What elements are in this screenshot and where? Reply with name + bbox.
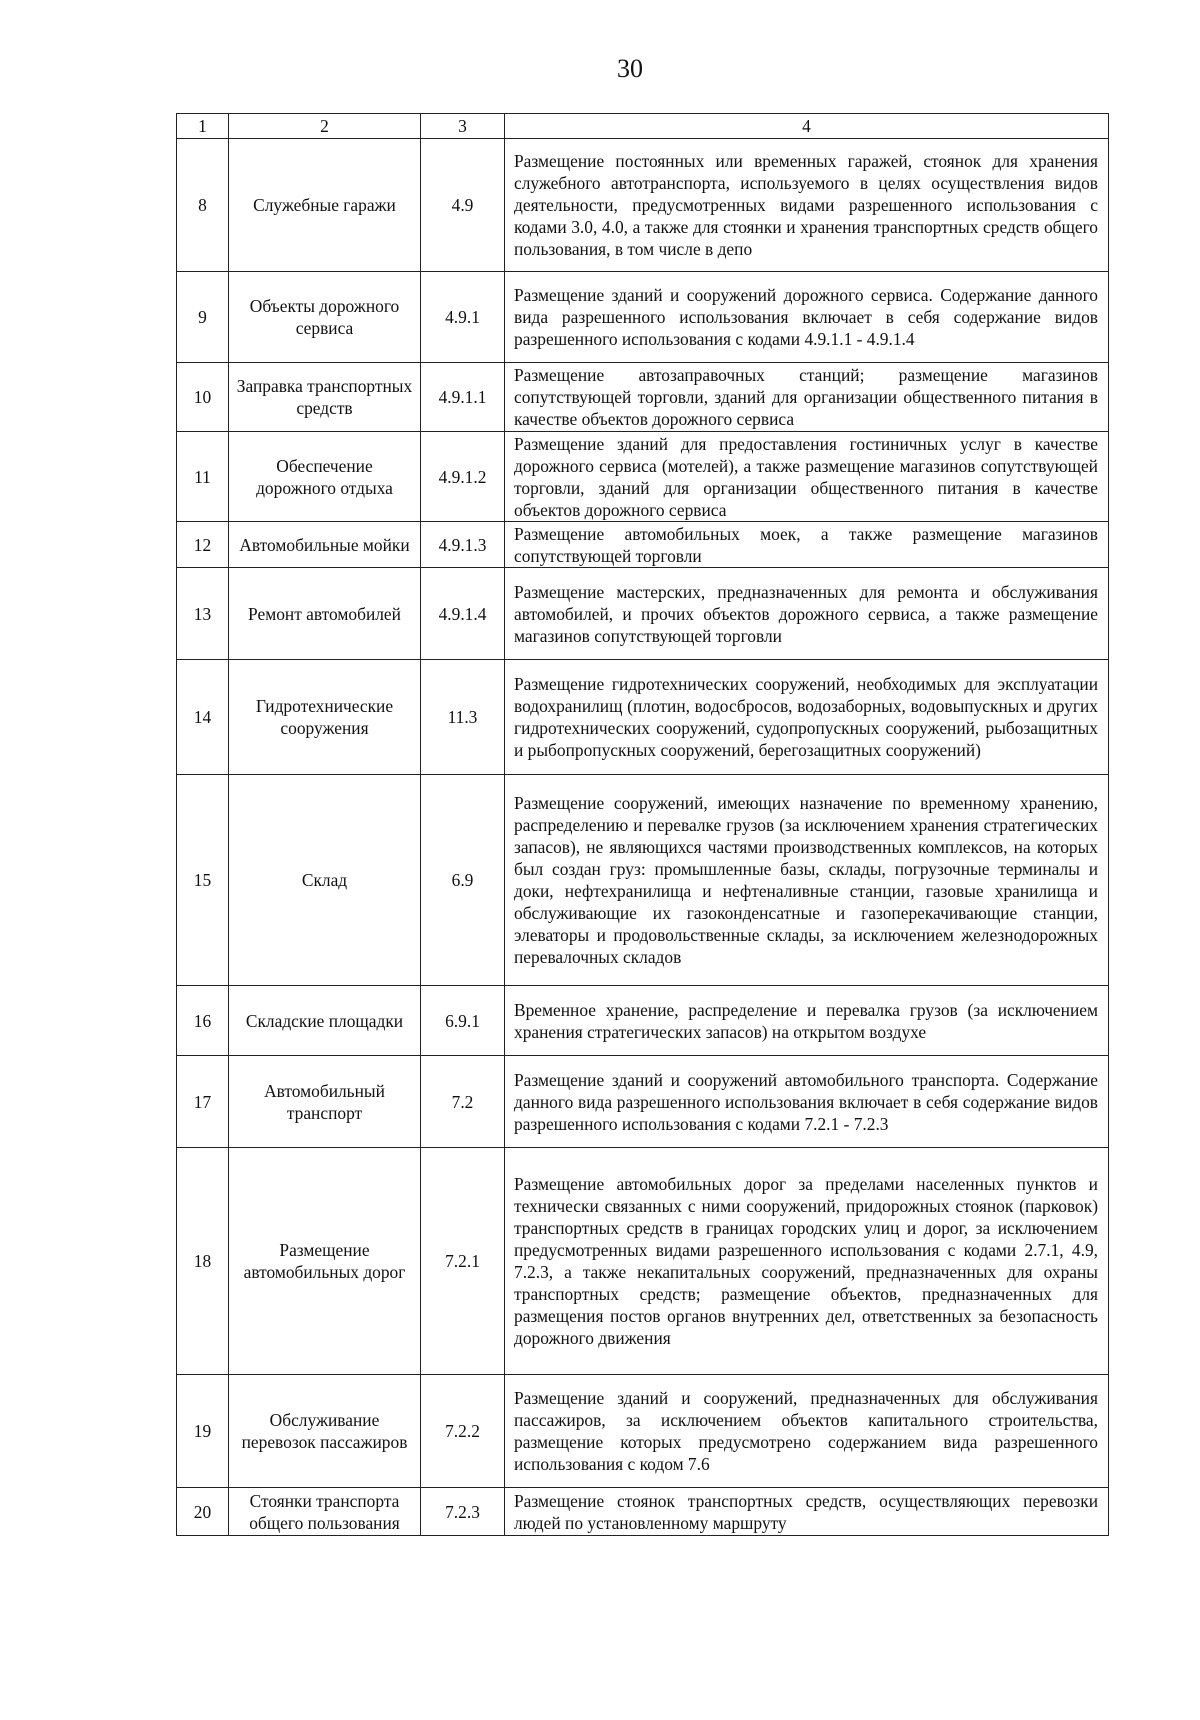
use-type-description: Размещение зданий для предоставления гостиничных услуг в качестве дорожного сервиса (мотелей), а также размещение магазинов сопутствующей торговли, зданий для организации общественного питания в качестве объектов дорожного сервиса [505,432,1109,522]
use-type-code: 6.9.1 [421,986,505,1056]
row-number: 13 [177,568,229,660]
column-header-4: 4 [505,114,1109,139]
use-type-name: Гидротехнические сооружения [229,660,421,775]
use-type-code: 7.2.1 [421,1148,505,1375]
use-type-description: Размещение стоянок транспортных средств, осуществляющих перевозки людей по установленному маршруту [505,1488,1109,1536]
use-type-description: Размещение мастерских, предназначенных для ремонта и обслуживания автомобилей, и прочих объектов дорожного сервиса, а также размещение магазинов сопутствующей торговли [505,568,1109,660]
use-type-description: Размещение зданий и сооружений дорожного сервиса. Содержание данного вида разрешенного использования включает в себя содержание видов разрешенного использования с кодами 4.9.1.1 - 4.9.1.4 [505,272,1109,363]
page-number: 30 [617,54,643,83]
use-type-name: Объекты дорожного сервиса [229,272,421,363]
use-type-name: Складские площадки [229,986,421,1056]
row-number: 15 [177,775,229,986]
row-number: 14 [177,660,229,775]
use-type-description: Размещение постоянных или временных гаражей, стоянок для хранения служебного автотранспорта, используемого в целях осуществления видов деятельности, предусмотренных видами разрешенного использования с кодами 3.0, 4.0, а также для стоянки и хранения транспортных средств общего пользования, в том числе в депо [505,139,1109,272]
table-row [177,432,1109,522]
use-type-name: Служебные гаражи [229,139,421,272]
table-row [177,272,1109,363]
table-row [177,1375,1109,1488]
row-number: 16 [177,986,229,1056]
use-type-name: Стоянки транспорта общего пользования [229,1488,421,1536]
row-number: 19 [177,1375,229,1488]
use-type-description: Размещение автозаправочных станций; размещение магазинов сопутствующей торговли, зданий для организации общественного питания в качестве объектов дорожного сервиса [505,363,1109,432]
use-type-name: Обеспечение дорожного отдыха [229,432,421,522]
use-type-name: Заправка транспортных средств [229,363,421,432]
use-type-code: 4.9 [421,139,505,272]
use-type-code: 4.9.1.3 [421,522,505,568]
use-type-name: Ремонт автомобилей [229,568,421,660]
row-number: 9 [177,272,229,363]
use-type-code: 11.3 [421,660,505,775]
table-header-row [177,114,1109,139]
use-type-name: Автомобильный транспорт [229,1056,421,1148]
row-number: 17 [177,1056,229,1148]
use-type-name: Автомобильные мойки [229,522,421,568]
use-type-description: Размещение автомобильных дорог за пределами населенных пунктов и технически связанных с ними сооружений, придорожных стоянок (парковок) транспортных средств в границах городских улиц и дорог, за исключением предусмотренных видами разрешенного использования с кодами 2.7.1, 4.9, 7.2.3, а также некапитальных сооружений, предназначенных для охраны транспортных средств; размещение объектов, предназначенных для размещения постов органов внутренних дел, ответственных за безопасность дорожного движения [505,1148,1109,1375]
use-type-description: Размещение автомобильных моек, а также размещение магазинов сопутствующей торговли [505,522,1109,568]
column-header-3: 3 [421,114,505,139]
land-use-table [176,113,1109,1536]
row-number: 20 [177,1488,229,1536]
row-number: 10 [177,363,229,432]
table-row [177,775,1109,986]
use-type-code: 4.9.1 [421,272,505,363]
use-type-name: Склад [229,775,421,986]
table-row [177,139,1109,272]
table-row [177,1488,1109,1536]
use-type-description: Размещение сооружений, имеющих назначение по временному хранению, распределению и перевалке грузов (за исключением хранения стратегических запасов), не являющихся частями производственных комплексов, на которых был создан груз: промышленные базы, склады, погрузочные терминалы и доки, нефтехранилища и нефтеналивные станции, газовые хранилища и обслуживающие их газоконденсатные и газоперекачивающие станции, элеваторы и продовольственные склады, за исключением железнодорожных перевалочных складов [505,775,1109,986]
use-type-code: 7.2.3 [421,1488,505,1536]
row-number: 12 [177,522,229,568]
table-row [177,363,1109,432]
table-row [177,1056,1109,1148]
use-type-code: 4.9.1.4 [421,568,505,660]
table-row [177,568,1109,660]
table-row [177,522,1109,568]
use-type-description: Размещение гидротехнических сооружений, необходимых для эксплуатации водохранилищ (плотин, водосбросов, водозаборных, водовыпускных и других гидротехнических сооружений, судопропускных сооружений, рыбозащитных и рыбопропускных сооружений, берегозащитных сооружений) [505,660,1109,775]
use-type-code: 4.9.1.1 [421,363,505,432]
column-header-2: 2 [229,114,421,139]
table-row [177,660,1109,775]
table-row [177,986,1109,1056]
table-row [177,1148,1109,1375]
use-type-name: Размещение автомобильных дорог [229,1148,421,1375]
use-type-code: 6.9 [421,775,505,986]
row-number: 18 [177,1148,229,1375]
use-type-code: 7.2 [421,1056,505,1148]
use-type-description: Размещение зданий и сооружений автомобильного транспорта. Содержание данного вида разрешенного использования включает в себя содержание видов разрешенного использования с кодами 7.2.1 - 7.2.3 [505,1056,1109,1148]
use-type-name: Обслуживание перевозок пассажиров [229,1375,421,1488]
use-type-code: 7.2.2 [421,1375,505,1488]
column-header-1: 1 [177,114,229,139]
use-type-description: Временное хранение, распределение и перевалка грузов (за исключением хранения стратегических запасов) на открытом воздухе [505,986,1109,1056]
use-type-code: 4.9.1.2 [421,432,505,522]
row-number: 11 [177,432,229,522]
use-type-description: Размещение зданий и сооружений, предназначенных для обслуживания пассажиров, за исключением объектов капитального строительства, размещение которых предусмотрено содержанием вида разрешенного использования с кодом 7.6 [505,1375,1109,1488]
row-number: 8 [177,139,229,272]
